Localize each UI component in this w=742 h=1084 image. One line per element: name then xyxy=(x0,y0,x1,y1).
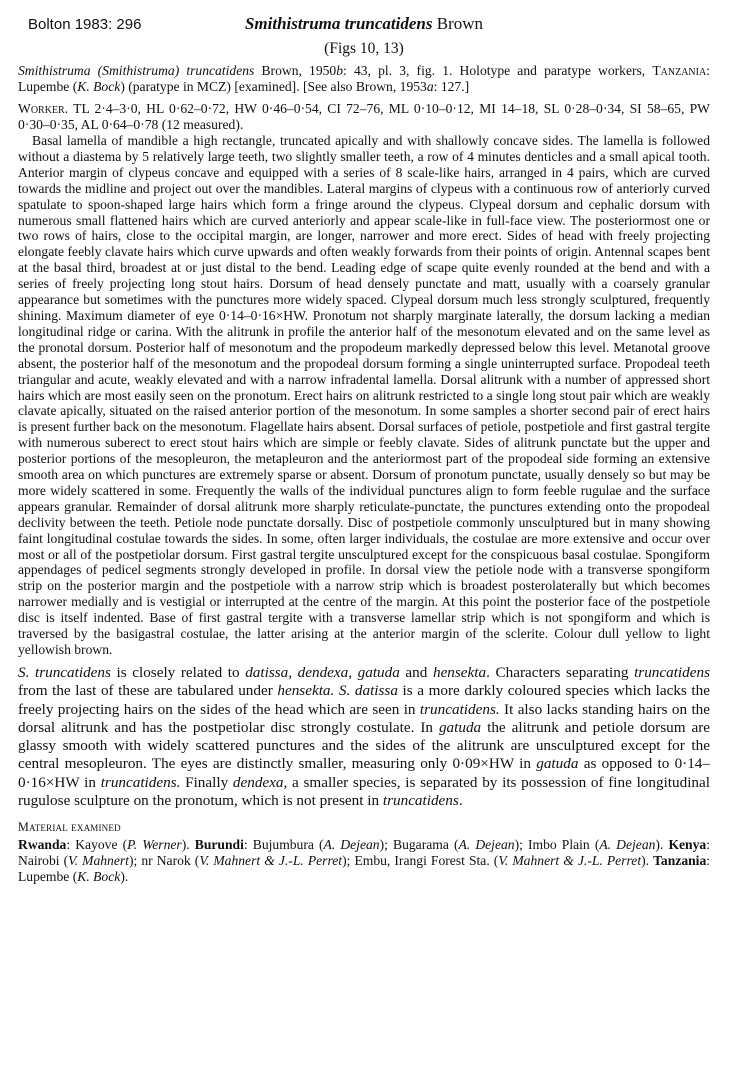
worker-label: Worker. xyxy=(18,101,69,116)
citation-taxon: Smithistruma (Smithistruma) truncatidens xyxy=(18,63,255,78)
document-page xyxy=(18,14,710,885)
species-title xyxy=(18,14,710,34)
measurements-text: TL 2·4–3·0, HL 0·62–0·72, HW 0·46–0·54, CI 72–76, ML 0·10–0·12, MI 14–18, SL 0·28–0·34, SI 58–65, PW 0·30–0·35, AL 0·64–0·78 (12 measured). xyxy=(18,101,710,132)
page-header xyxy=(18,14,710,36)
remarks-paragraph: S. truncatidens is closely related to datissa, dendexa, gatuda and hensekta. Characters separating truncatidens from the last of these are tabulared under hensekta. S. datissa is a more darkly coloured species which lacks the freely projecting hairs on the sides of the head which are seen in truncatidens. It also lacks standing hairs on the dorsal alitrunk and has the postpetiolar disc strongly costulate. In gatuda the alitrunk and petiole dorsum are glassy smooth with widely scattered punctures and the sides of the alitrunk are unsculptured except for the central mesopleuron. The eyes are distinctly smaller, measuring only 0·09×HW in gatuda as opposed to 0·14–0·16×HW in truncatidens. Finally dendexa, a smaller species, is separated by its possession of fine longitudinal rugulose sculpture on the pronotum, which is not present in truncatidens. xyxy=(18,663,711,809)
species-name: Smithistruma truncatidens xyxy=(244,14,433,33)
synonymy-citation: Smithistruma (Smithistruma) truncatidens Brown, 1950b: 43, pl. 3, fig. 1. Holotype and paratype workers, Tanzania: Lupembe (K. Bock) (paratype in MCZ) [examined]. [See also Brown, 1953a: 127.] xyxy=(18,63,710,94)
worker-measurements xyxy=(18,101,710,133)
material-heading: Material examined xyxy=(18,820,121,835)
source-reference: Bolton 1983: 296 xyxy=(28,16,142,33)
citation-country: Tanzania xyxy=(652,63,707,78)
description-paragraph: Basal lamella of mandible a high rectangle, truncated apically and with shallowly concave sides. The lamella is followed without a diastema by 5 relatively large teeth, two slightly smaller teeth, a row of 4 minutes denticles and a small apical tooth. Anterior margin of clypeus concave and equipped with a series of 8 scale-like hairs, arranged in 4 pairs, which are curved towards the midline and project out over the mandibles. Lateral margins of clypeus with a continuous row of anteriorly curved spatulate to spoon-shaped large hairs which form a fringe around the clypeus. Clypeal dorsum and cephalic dorsum with numerous small flattened hairs which are curved anteriorly and appear scale-like in full-face view. The posteriormost one or two rows of hairs, close to the occipital margin, are longer, narrower and more erect. Sides of head with freely projecting elongate feebly clavate hairs which curve upwards and often weakly forwards from their points of origin. Antennal scapes bent at the basal third, broadest at or just distal to the bend. Leading edge of scape quite evenly rounded at the bend and with a series of freely projecting long stout hairs. Dorsum of head densely punctate and matt, usually with a coarsely granular appearance but sometimes with the punctures more widely spaced. Clypeal dorsum much less strongly sculptured, frequently shining. Maximum diameter of eye 0·14–0·16×HW. Pronotum not sharply marginate laterally, the dorsum lacking a median longitudinal ridge or carina. With the alitrunk in profile the anterior half of the mesonotum elevated and on the same level as the pronotal dorsum. Posterior half of mesonotum and the propodeum markedly depressed below this level. Metanotal groove absent, the posterior half of the mesonotum and the propodeal dorsum forming a single uninterrupted surface. Propodeal teeth triangular and acute, weakly elevated and with a narrow infradental lamella. Dorsal alitrunk with a number of appressed short hairs which are most easily seen on the pronotum. Erect hairs on alitrunk restricted to a single long stout pair which are weakly clavate apically, situated on the raised anterior portion of the mesonotum. In some samples a shorter second pair of erect hairs is present further back on the mesonotum. Flagellate hairs absent. Dorsal surfaces of petiole, postpetiole and first gastral tergite with numerous suberect to erect stout hairs which are simple or feebly clavate. Sides of alitrunk punctate but the upper and posterior portions of the mesopleuron, the metapleuron and the anteriormost part of the propodeal side forming an extensive smooth area on which punctures are extremely sparse or absent. Dorsum of pronotum punctate, usually densely so but may be more widely scattered in some. Frequently the walls of the individual punctures align to form feeble rugulae and the surface appears granular. Remainder of dorsal alitrunk more sharply reticulate-punctate, the punctures extending onto the propodeal declivity between the teeth. Petiole node punctate dorsally. Disc of postpetiole commonly unsculptured but in many showing faint longitudinal costulae towards the sides. In some, often larger individuals, the costulae are more extensive and occur over most or all of the postpetiolar dorsum. First gastral tergite unsculptured except for the conspicuous basal costulae. Spongiform appendages of pedicel segments strongly developed in profile. In dorsal view the petiole node with a transverse spongiform strip on the posterior margin and the postpetiole with a narrow strip which is broadest posterolaterally but which becomes narrower medially and is vestigial or interrupted at the centre of the margin. At this point the posterior face of the postpetiole disc is itself indented. Base of first gastral tergite with a transverse lamellar strip which is not spongiform and which is traversed by the basigastral costulae, the latter arising at the anterior margin of the sclerite. Colour dull yellow to light yellowish brown. xyxy=(18,133,710,657)
figure-reference: (Figs 10, 13) xyxy=(324,40,404,57)
material-examined-list: Rwanda: Kayove (P. Werner). Burundi: Bujumbura (A. Dejean); Bugarama (A. Dejean); Imbo Plain (A. Dejean). Kenya: Nairobi (V. Mahnert); nr Narok (V. Mahnert & J.-L. Perret); Embu, Irangi Forest Sta. (V. Mahnert & J.-L. Perret). Tanzania: Lupembe (K. Bock). xyxy=(18,837,711,885)
species-author: Brown xyxy=(432,14,484,33)
